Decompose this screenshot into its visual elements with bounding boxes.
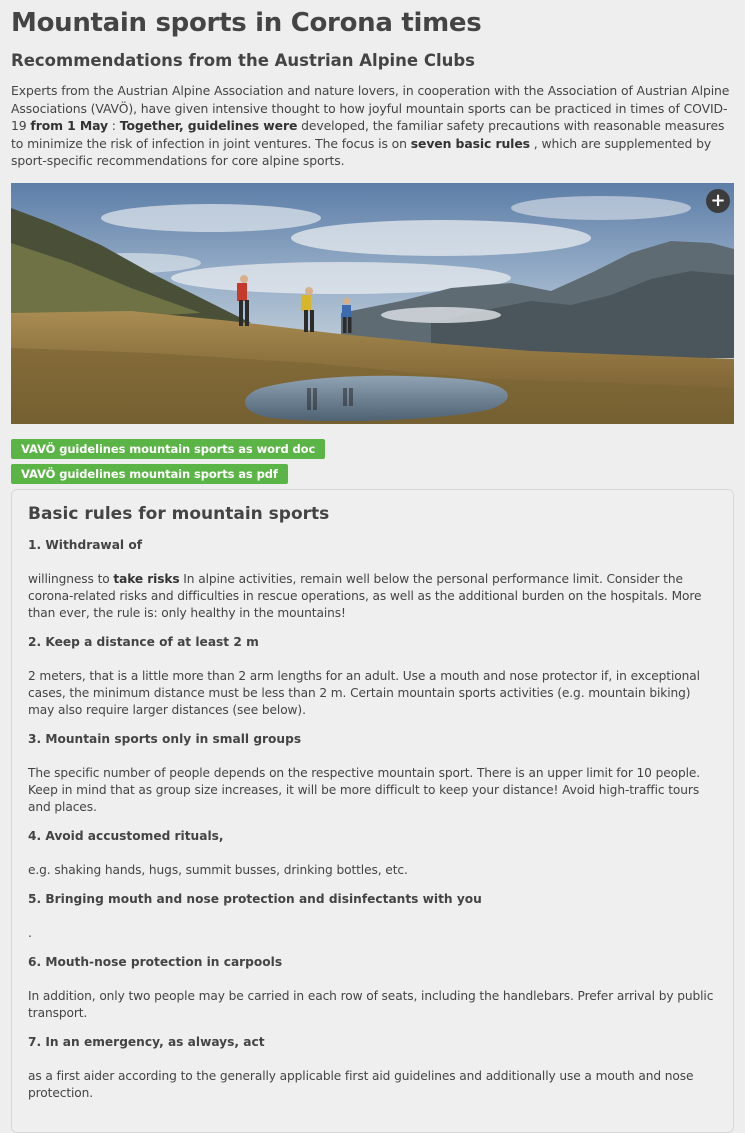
zoom-button[interactable]: [706, 189, 730, 213]
rule-text: In addition, only two people may be carried in each row of seats, including the handlebars. Prefer arrival by public transport.: [28, 988, 714, 1020]
rule-text-bold: take risks: [113, 571, 180, 586]
rule-text: .: [28, 925, 32, 940]
intro-bold-together: Together, guidelines were: [119, 118, 298, 133]
rules-heading: Basic rules for mountain sports: [28, 503, 330, 524]
hikers-landscape-photo: [11, 183, 734, 424]
rule-title: 4. Avoid accustomed rituals,: [28, 828, 224, 843]
rule-title: 2. Keep a distance of at least 2 m: [28, 634, 259, 649]
rule-text-part: In alpine activities, remain well below the personal performance limit. Consider the corona-related risks and difficulties in rescue operations, as well as the additional burden on the hospitals. More than ever, the rule is: only healthy in the mountains!: [28, 571, 702, 620]
rule-title: 7. In an emergency, as always, act: [28, 1034, 265, 1049]
page-subtitle: Recommendations from the Austrian Alpine Clubs: [11, 51, 475, 70]
intro-text: :: [107, 118, 120, 133]
rule-title: 3. Mountain sports only in small groups: [28, 731, 302, 746]
intro-text: , which are supplemented by sport-specific recommendations for core alpine sports.: [11, 135, 712, 168]
download-pdf-button[interactable]: VAVÖ guidelines mountain sports as pdf: [11, 464, 288, 484]
rule-text: 2 meters, that is a little more than 2 arm lengths for an adult. Use a mouth and nose protector if, in exceptional cases, the minimum distance must be less than 2 m. Certain mountain sports activities (e.g. mountain biking) may also require larger distances (see below).: [28, 668, 700, 717]
hero-image[interactable]: [11, 183, 734, 424]
intro-bold-date: from 1 May: [30, 118, 108, 133]
plus-icon: +: [710, 189, 726, 211]
page-title: Mountain sports in Corona times: [11, 8, 482, 38]
intro-text: developed, the familiar safety precautions with reasonable measures to minimize the risk of infection in joint ventures. The focus is on: [11, 118, 725, 151]
download-word-button[interactable]: VAVÖ guidelines mountain sports as word doc: [11, 439, 325, 459]
rule-text: The specific number of people depends on the respective mountain sport. There is an upper limit for 10 people. Keep in mind that as group size increases, it will be more difficult to keep your distance! Avoid high-traffic tours and places.: [28, 765, 701, 814]
rule-text: [28, 571, 717, 622]
rule-title: 6. Mouth-nose protection in carpools: [28, 954, 283, 969]
rule-text: e.g. shaking hands, hugs, summit busses, drinking bottles, etc.: [28, 862, 408, 877]
rule-title: 1. Withdrawal of: [28, 537, 143, 552]
intro-paragraph: [11, 82, 734, 170]
rule-text-part: willingness to: [28, 571, 114, 586]
rule-text: as a first aider according to the generally applicable first aid guidelines and additionally use a mouth and nose protection.: [28, 1068, 694, 1100]
intro-bold-rules: seven basic rules: [410, 135, 530, 151]
downloads: [11, 438, 734, 488]
intro-text: Experts from the Austrian Alpine Association and nature lovers, in cooperation with the Association of Austrian Alpine Associations (VAVÖ), have given intensive thought to how joyful mountain sports can be practiced in times of COVID-19: [11, 83, 730, 133]
rule-title: 5. Bringing mouth and nose protection and disinfectants with you: [28, 891, 482, 906]
basic-rules-box: [11, 489, 734, 1133]
